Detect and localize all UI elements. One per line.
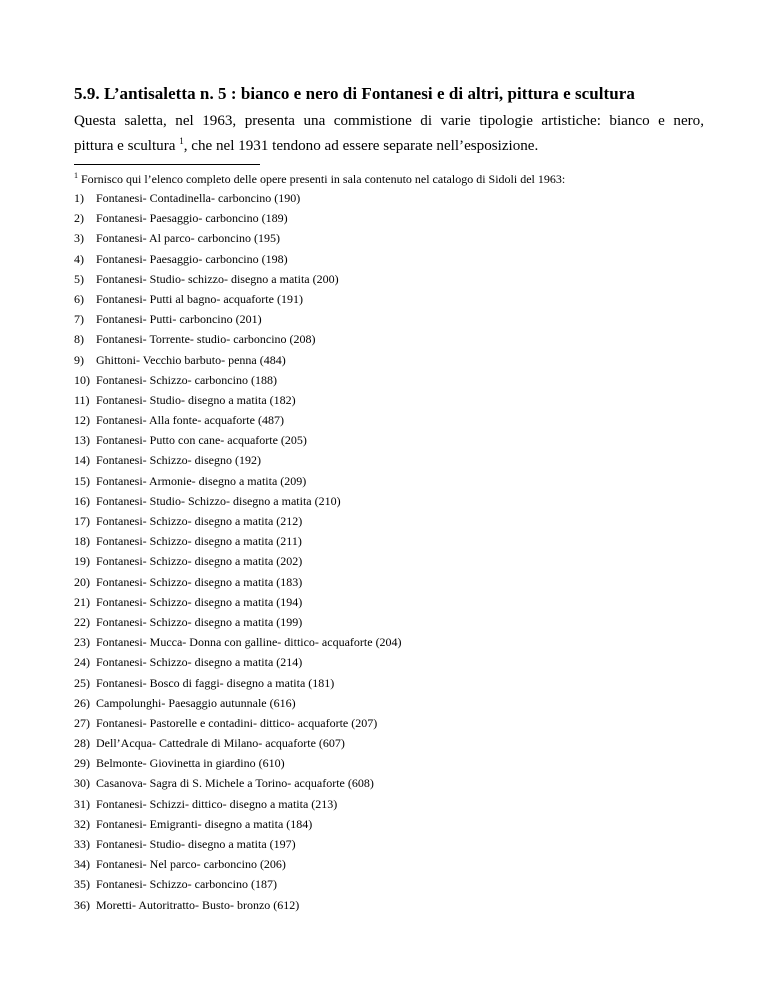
list-item-text: Fontanesi- Studio- disegno a matita (182)	[96, 392, 296, 407]
footnote-marker: 1	[74, 171, 78, 180]
list-item	[74, 471, 402, 491]
list-item	[74, 673, 402, 693]
list-item-number: 16)	[74, 493, 90, 508]
list-item-number: 22)	[74, 614, 90, 629]
list-item-number: 35)	[74, 877, 90, 892]
list-item-number: 11)	[74, 392, 90, 407]
list-item-text: Fontanesi- Torrente- studio- carboncino (208)	[96, 332, 316, 347]
list-item-number: 24)	[74, 655, 90, 670]
list-item-number: 28)	[74, 736, 90, 751]
list-item	[74, 309, 402, 329]
list-item	[74, 895, 402, 915]
list-item-text: Fontanesi- Schizzo- disegno a matita (212)	[96, 514, 303, 528]
list-item-text: Fontanesi- Mucca- Donna con galline- dittico- acquaforte (204)	[96, 635, 402, 650]
list-item-number: 32)	[74, 816, 90, 831]
footnote-separator	[74, 164, 260, 165]
list-item-text: Fontanesi- Putti al bagno- acquaforte (191)	[96, 291, 303, 306]
list-item	[74, 551, 402, 571]
list-item	[74, 652, 402, 672]
list-item-number: 18)	[74, 534, 90, 549]
list-item-text: Fontanesi- Schizzo- disegno a matita (183)	[96, 574, 303, 589]
list-item-text: Ghittoni- Vecchio barbuto- penna (484)	[96, 352, 286, 367]
list-item	[74, 592, 402, 612]
list-item-text: Fontanesi- Nel parco- carboncino (206)	[96, 857, 286, 872]
list-item-text: Fontanesi- Studio- disegno a matita (197)	[96, 837, 296, 851]
list-item	[74, 854, 402, 874]
list-item-number: 8)	[74, 332, 84, 347]
list-item-text: Moretti- Autoritratto- Busto- bronzo (612)	[96, 897, 300, 912]
list-item-text: Fontanesi- Schizzo- disegno a matita (199)	[96, 614, 303, 629]
list-item	[74, 874, 402, 894]
list-item	[74, 228, 402, 248]
list-item	[74, 289, 402, 309]
paragraph-line-2	[74, 134, 704, 159]
list-item	[74, 531, 402, 551]
list-item	[74, 794, 402, 814]
list-item-number: 13)	[74, 433, 90, 448]
section-heading: 5.9. L’antisaletta n. 5 : bianco e nero di Fontanesi e di altri, pittura e scultura	[74, 84, 635, 103]
list-item-number: 12)	[74, 413, 90, 428]
list-item	[74, 430, 402, 450]
list-item-text: Dell’Acqua- Cattedrale di Milano- acquaforte (607)	[96, 736, 345, 751]
list-item	[74, 491, 402, 511]
list-item-text: Fontanesi- Studio- Schizzo- disegno a matita (210)	[96, 493, 341, 508]
list-item	[74, 188, 402, 208]
list-item-number: 27)	[74, 715, 90, 730]
list-item-number: 6)	[74, 291, 84, 306]
list-item	[74, 511, 402, 531]
footnote-text: Fornisco qui l’elenco completo delle opere presenti in sala contenuto nel catalogo di Sidoli del 1963:	[78, 172, 566, 186]
list-item-number: 21)	[74, 594, 90, 609]
list-item	[74, 410, 402, 430]
list-item	[74, 753, 402, 773]
list-item-number: 34)	[74, 857, 90, 872]
list-item-text: Fontanesi- Al parco- carboncino (195)	[96, 231, 280, 246]
list-item	[74, 713, 402, 733]
list-item-number: 17)	[74, 514, 90, 528]
list-item-number: 30)	[74, 776, 90, 791]
list-item	[74, 632, 402, 652]
list-item-text: Fontanesi- Schizzo- disegno (192)	[96, 453, 261, 468]
list-item-text: Fontanesi- Schizzo- disegno a matita (214)	[96, 655, 303, 670]
footnote-intro	[74, 169, 565, 189]
list-item-number: 2)	[74, 211, 84, 226]
list-item-number: 1)	[74, 191, 84, 205]
list-item	[74, 612, 402, 632]
list-item	[74, 390, 402, 410]
list-item-number: 20)	[74, 574, 90, 589]
list-item	[74, 693, 402, 713]
list-item-text: Fontanesi- Alla fonte- acquaforte (487)	[96, 413, 284, 428]
list-item	[74, 329, 402, 349]
list-item-number: 7)	[74, 312, 84, 327]
list-item	[74, 834, 402, 854]
list-item-text: Fontanesi- Paesaggio- carboncino (198)	[96, 251, 288, 266]
list-item-number: 26)	[74, 695, 90, 710]
list-item-number: 25)	[74, 675, 90, 690]
list-item-number: 5)	[74, 271, 84, 286]
list-item	[74, 773, 402, 793]
list-item-text: Fontanesi- Emigranti- disegno a matita (184)	[96, 816, 313, 831]
paragraph-line-2-end: , che nel 1931 tendono ad essere separate nell’esposizione.	[183, 138, 539, 154]
list-item-number: 4)	[74, 251, 84, 266]
list-item-number: 36)	[74, 897, 90, 912]
footnote-reference: 1	[179, 136, 184, 146]
list-item-text: Belmonte- Giovinetta in giardino (610)	[96, 756, 285, 771]
list-item	[74, 733, 402, 753]
body-paragraph	[74, 109, 704, 159]
list-item-text: Fontanesi- Bosco di faggi- disegno a matita (181)	[96, 675, 335, 690]
list-item	[74, 450, 402, 470]
paragraph-line-1: Questa saletta, nel 1963, presenta una commistione di varie tipologie artistiche: bianco e nero,	[74, 113, 704, 129]
list-item-text: Fontanesi- Armonie- disegno a matita (209)	[96, 473, 307, 488]
list-item-text: Fontanesi- Schizzo- disegno a matita (202)	[96, 554, 303, 569]
list-item-text: Campolunghi- Paesaggio autunnale (616)	[96, 695, 296, 710]
list-item	[74, 814, 402, 834]
list-item-text: Fontanesi- Paesaggio- carboncino (189)	[96, 211, 288, 226]
list-item-text: Fontanesi- Pastorelle e contadini- dittico- acquaforte (207)	[96, 715, 378, 730]
list-item-text: Fontanesi- Putto con cane- acquaforte (205)	[96, 433, 307, 448]
list-item-number: 9)	[74, 352, 84, 367]
list-item-text: Fontanesi- Schizzo- disegno a matita (194)	[96, 594, 303, 609]
list-item-number: 23)	[74, 635, 90, 650]
list-item	[74, 208, 402, 228]
list-item	[74, 572, 402, 592]
list-item-number: 15)	[74, 473, 90, 488]
list-item-text: Fontanesi- Putti- carboncino (201)	[96, 312, 262, 327]
list-item-text: Fontanesi- Schizzo- carboncino (188)	[96, 372, 277, 387]
list-item-number: 29)	[74, 756, 90, 771]
list-item-number: 33)	[74, 837, 90, 851]
list-item	[74, 370, 402, 390]
list-item-text: Fontanesi- Schizzo- carboncino (187)	[96, 877, 277, 892]
list-item-text: Fontanesi- Contadinella- carboncino (190)	[96, 191, 301, 205]
list-item-number: 31)	[74, 796, 90, 811]
list-item	[74, 249, 402, 269]
list-item-text: Casanova- Sagra di S. Michele a Torino- acquaforte (608)	[96, 776, 374, 791]
list-item-text: Fontanesi- Schizzo- disegno a matita (211)	[96, 534, 302, 549]
list-item-number: 10)	[74, 372, 90, 387]
list-item-text: Fontanesi- Schizzi- dittico- disegno a matita (213)	[96, 796, 338, 811]
list-item-text: Fontanesi- Studio- schizzo- disegno a matita (200)	[96, 271, 339, 286]
works-list	[74, 188, 402, 915]
list-item-number: 19)	[74, 554, 90, 569]
list-item	[74, 350, 402, 370]
list-item-number: 3)	[74, 231, 84, 246]
paragraph-line-2-start: pittura e scultura	[74, 138, 180, 154]
list-item-number: 14)	[74, 453, 90, 468]
list-item	[74, 269, 402, 289]
